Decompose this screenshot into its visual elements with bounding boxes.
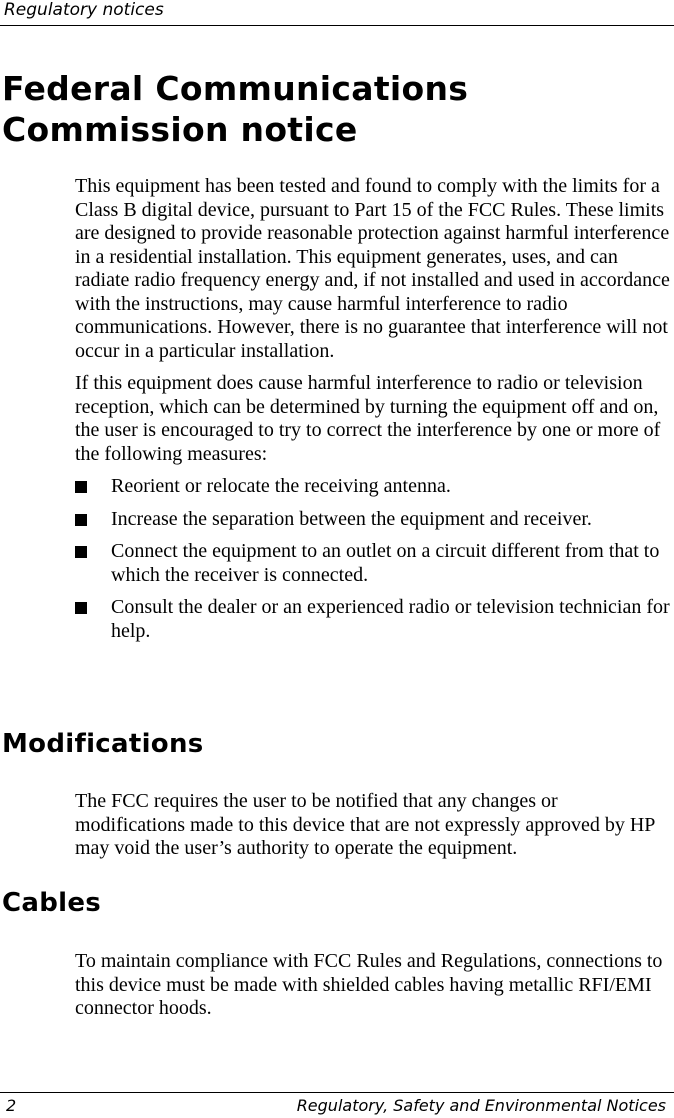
square-bullet-icon <box>75 514 87 526</box>
cables-paragraph: To maintain compliance with FCC Rules and Regulations, connections to this device must be made with shielded cables having metallic RFI/EMI connector hoods. <box>75 950 663 1019</box>
square-bullet-icon <box>75 602 87 614</box>
list-item <box>75 596 671 643</box>
list-item-text: Consult the dealer or an experienced radio or television technician for help. <box>111 596 670 642</box>
modifications-paragraph: The FCC requires the user to be notified that any changes or modifications made to this device that are not expressly approved by HP may void the user’s authority to operate the equipment. <box>75 790 655 859</box>
fcc-paragraph-compliance: This equipment has been tested and found to comply with the limits for a Class B digital device, pursuant to Part 15 of the FCC Rules. These limits are designed to provide reasonable protection against harmful interference in a residential installation. This equipment generates, uses, and can radiate radio frequency energy and, if not installed and used in accordance with the instructions, may cause harmful interference to radio communications. However, there is no guarantee that interference will not occur in a particular installation. <box>75 175 670 362</box>
list-item <box>75 508 671 532</box>
list-item <box>75 540 671 587</box>
running-header: Regulatory notices <box>4 0 164 20</box>
modifications-heading: Modifications <box>2 729 204 759</box>
header-rule <box>0 25 674 26</box>
fcc-notice-heading: Federal Communications Commission notice <box>2 69 469 149</box>
modifications-body <box>75 790 671 870</box>
fcc-paragraph-interference: If this equipment does cause harmful interference to radio or television reception, which can be determined by turning the equipment off and on, the user is encouraged to try to correct the interference by one or more of the following measures: <box>75 372 661 465</box>
square-bullet-icon <box>75 481 87 493</box>
footer-document-title: Regulatory, Safety and Environmental Notices <box>296 1096 666 1115</box>
interference-measures-list <box>75 475 671 643</box>
cables-heading: Cables <box>2 888 102 918</box>
cables-body <box>75 950 671 1030</box>
page-number: 2 <box>6 1096 17 1115</box>
fcc-notice-body <box>75 175 671 652</box>
list-item-text: Reorient or relocate the receiving antenna. <box>111 475 451 497</box>
list-item <box>75 475 671 499</box>
square-bullet-icon <box>75 546 87 558</box>
list-item-text: Connect the equipment to an outlet on a circuit different from that to which the receiver is connected. <box>111 540 660 586</box>
list-item-text: Increase the separation between the equipment and receiver. <box>111 507 592 530</box>
footer-rule <box>0 1092 674 1093</box>
